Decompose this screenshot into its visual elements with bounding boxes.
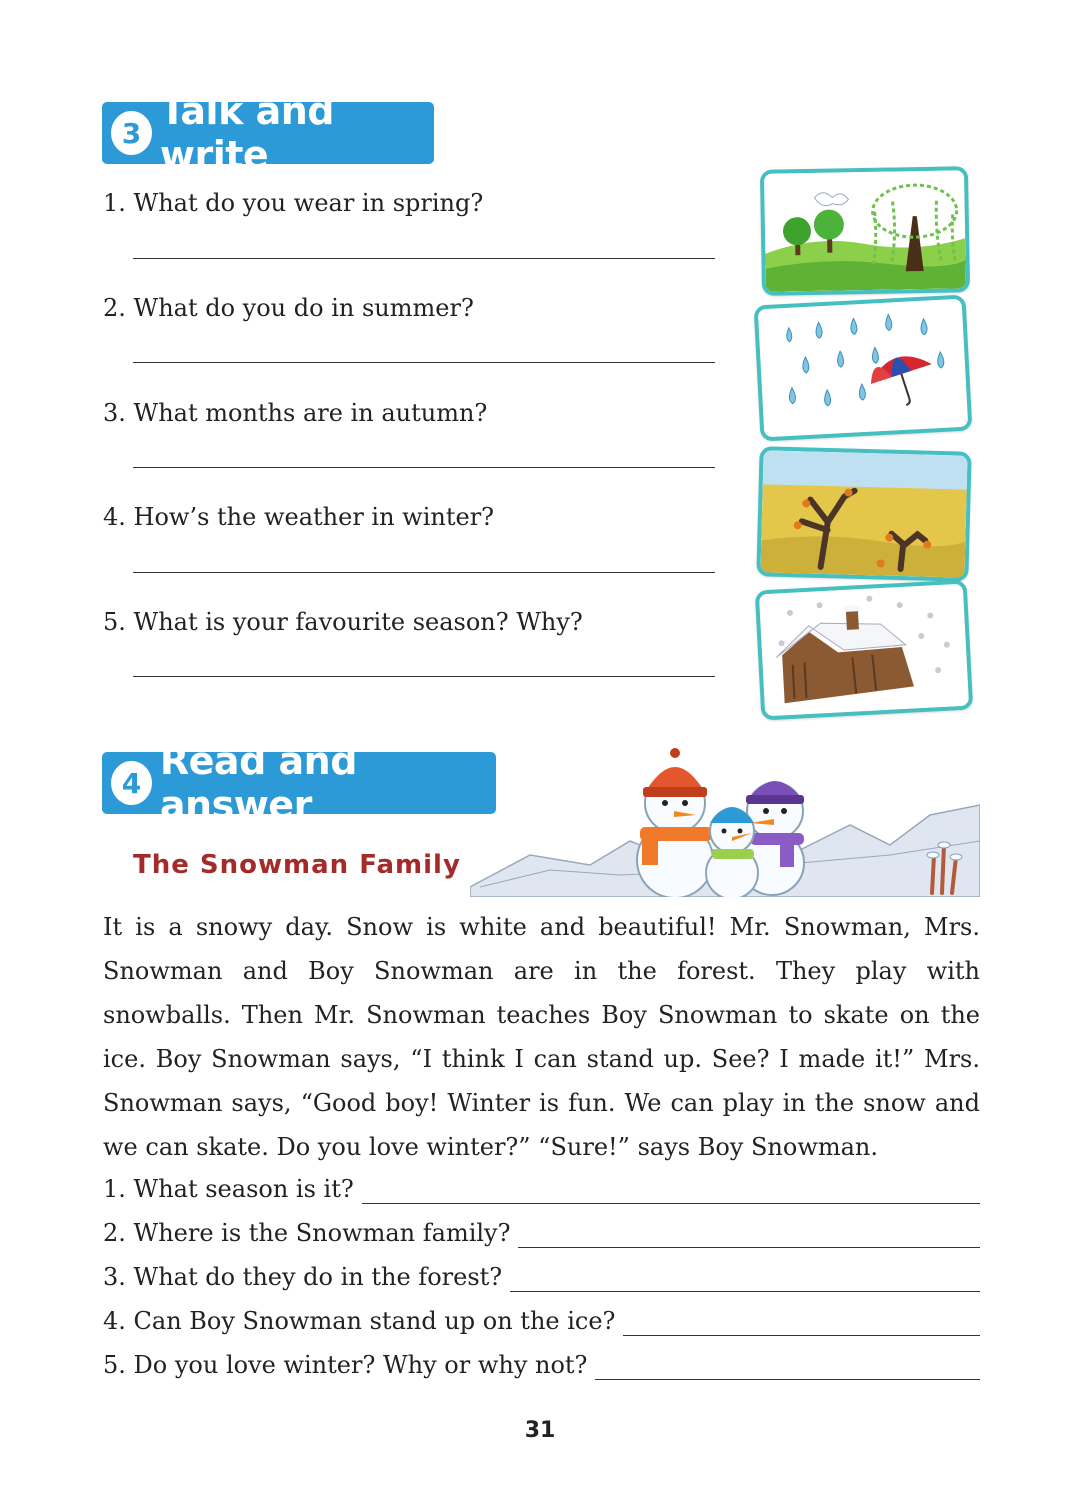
talk-question-4: 4. How’s the weather in winter? [103,503,495,531]
talk-answer-line-1[interactable] [133,258,715,259]
read-answer-line-5[interactable] [595,1357,980,1380]
boy-snowman [706,807,758,897]
spring-picture [760,166,970,296]
talk-question-1: 1. What do you wear in spring? [103,189,484,217]
read-question-3 [103,1262,980,1292]
story-title: The Snowman Family [133,850,461,880]
read-question-3-text: 3. What do they do in the forest? [103,1263,503,1291]
read-answer-line-4[interactable] [623,1313,980,1336]
talk-answer-line-5[interactable] [133,676,715,677]
read-question-5-text: 5. Do you love winter? Why or why not? [103,1351,588,1379]
section-3-header [102,89,434,177]
winter-picture [755,580,974,721]
read-question-2 [103,1218,980,1248]
read-question-1 [103,1174,980,1204]
autumn-fruit-trees-icon [760,450,967,577]
talk-answer-line-2[interactable] [133,362,715,363]
read-answer-line-1[interactable] [362,1181,980,1204]
read-question-1-text: 1. What season is it? [103,1175,354,1203]
read-question-4 [103,1306,980,1336]
section-3-title: Talk and write [159,89,334,177]
page-number: 31 [524,1418,556,1443]
section-4-title: Read and answer [159,739,357,827]
talk-answer-line-3[interactable] [133,467,715,468]
read-question-2-text: 2. Where is the Snowman family? [103,1219,511,1247]
mr-snowman [637,748,713,897]
talk-question-5: 5. What is your favourite season? Why? [103,608,583,636]
section-4-number: 4 [111,761,152,805]
spring-trees-icon [764,170,966,291]
autumn-picture [756,446,971,582]
talk-question-3: 3. What months are in autumn? [103,399,488,427]
section-4-header [102,739,496,827]
talk-question-2: 2. What do you do in summer? [103,294,474,322]
talk-answer-line-4[interactable] [133,572,715,573]
read-question-5 [103,1350,980,1380]
story-text: It is a snowy day. Snow is white and beautiful! Mr. Snowman, Mrs. Snowman and Boy Snowman are in the forest. They play with snowballs. Then Mr. Snowman teaches Boy Snowman to skate on the ice. Boy Snowman says, “I think I can stand up. See? I made it!” Mrs. Snowman says, “Good boy! Winter is fun. We can play in the snow and we can skate. Do you love winter?” “Sure!” says Boy Snowman. [103,913,980,1161]
summer-picture [754,295,973,442]
read-question-4-text: 4. Can Boy Snowman stand up on the ice? [103,1307,616,1335]
rain-umbrella-icon [758,299,968,438]
read-answer-line-2[interactable] [518,1225,980,1248]
snowy-house-icon [759,584,969,717]
snowman-family-illustration [470,745,980,897]
read-answer-line-3[interactable] [510,1269,980,1292]
section-3-number: 3 [111,111,152,155]
